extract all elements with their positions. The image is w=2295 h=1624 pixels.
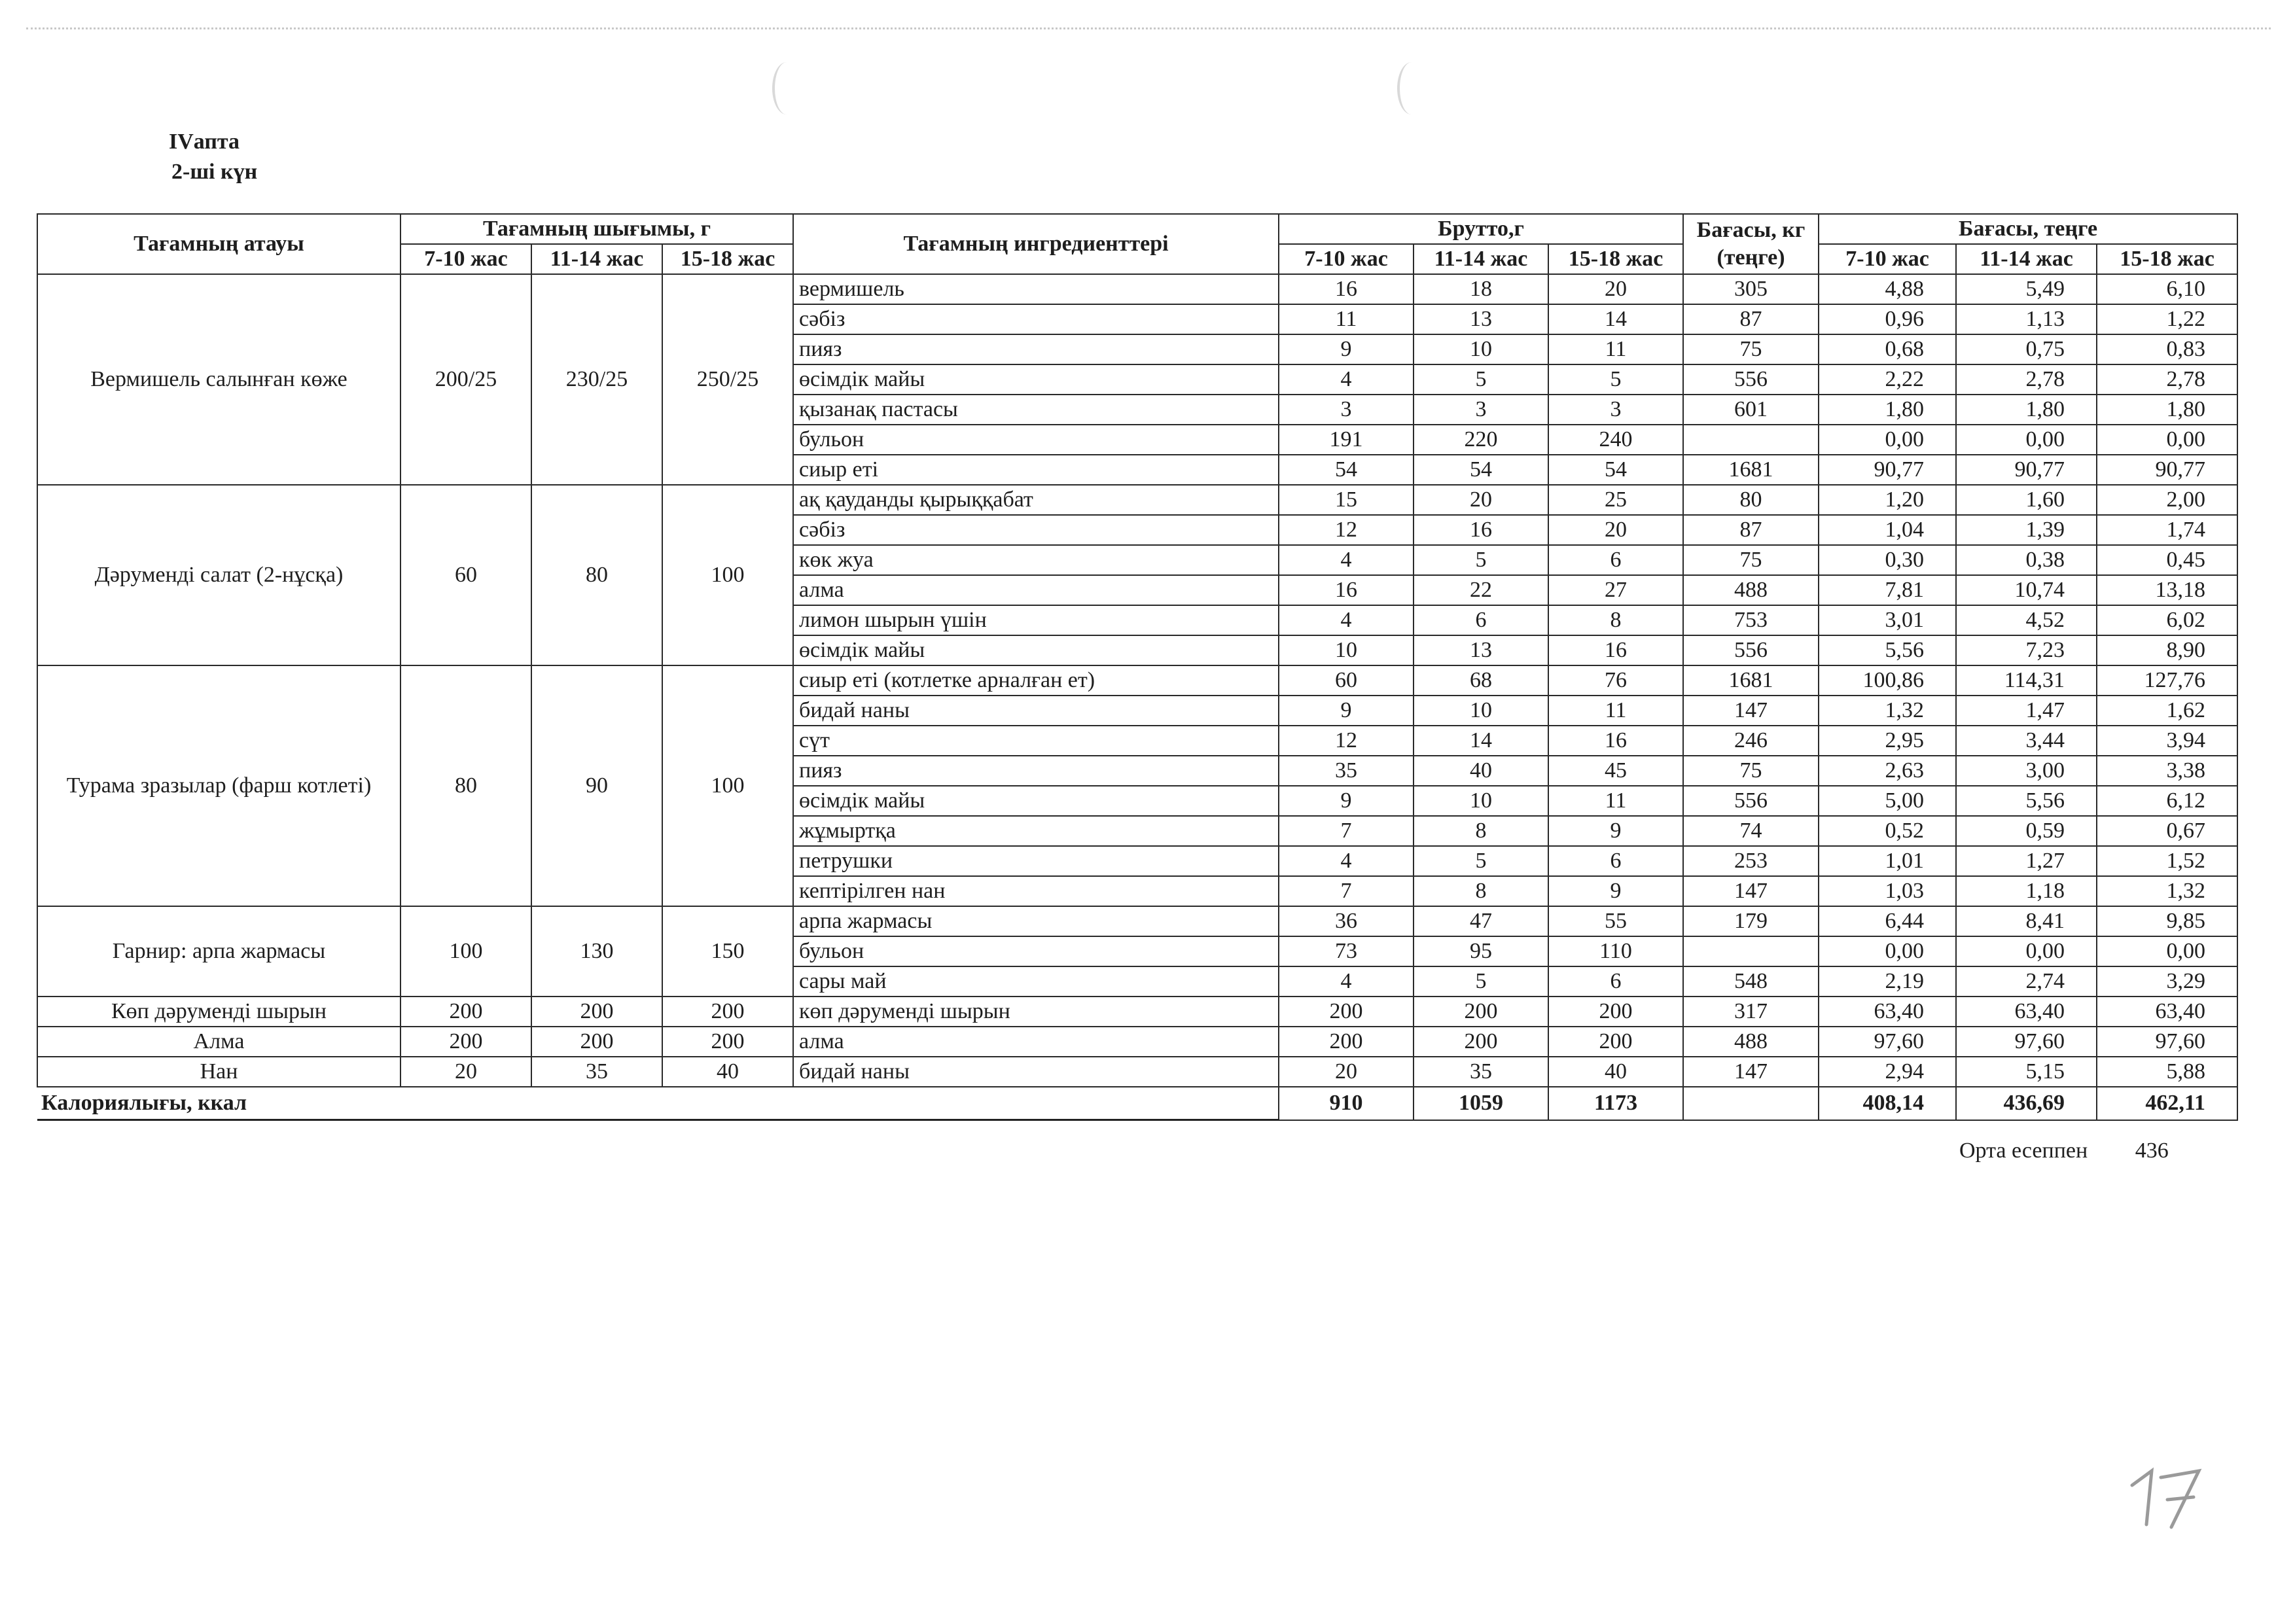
brutto-value: 8 [1414,816,1548,846]
price-value: 1,04 [1819,515,1956,545]
brutto-value: 25 [1548,485,1683,515]
price-value: 0,00 [1819,425,1956,455]
price-value: 5,49 [1956,274,2097,304]
brutto-value: 200 [1414,997,1548,1027]
brutto-value: 4 [1279,545,1414,575]
day-label: 2-ші күн [171,160,258,184]
table-totals [37,1087,2237,1120]
price-per-kg: 147 [1683,876,1819,906]
price-per-kg: 253 [1683,846,1819,876]
ingredient-name: көк жуа [793,545,1279,575]
brutto-value: 8 [1414,876,1548,906]
price-value: 1,32 [1819,696,1956,726]
price-value: 2,22 [1819,364,1956,395]
price-value: 7,23 [1956,635,2097,665]
brutto-value: 20 [1548,274,1683,304]
price-per-kg: 1681 [1683,665,1819,696]
ingredient-name: сары май [793,966,1279,997]
table-row [37,665,2237,696]
table-row [37,1057,2237,1087]
brutto-value: 200 [1548,1027,1683,1057]
brutto-value: 11 [1279,304,1414,334]
ingredient-name: қызанақ пастасы [793,395,1279,425]
price-value: 0,00 [2097,425,2237,455]
header-age: 15-18 жас [2097,244,2237,274]
price-per-kg: 87 [1683,304,1819,334]
price-value: 114,31 [1956,665,2097,696]
handwritten-page-number [2120,1459,2212,1531]
price-value: 2,78 [2097,364,2237,395]
price-per-kg: 1681 [1683,455,1819,485]
brutto-value: 200 [1414,1027,1548,1057]
dish-output: 200 [400,997,531,1027]
price-value: 1,80 [1956,395,2097,425]
ingredient-name: сәбіз [793,304,1279,334]
price-value: 90,77 [2097,455,2237,485]
total-brutto: 1059 [1414,1087,1548,1120]
ingredient-name: пияз [793,334,1279,364]
ingredient-name: сиыр еті [793,455,1279,485]
price-value: 0,75 [1956,334,2097,364]
ingredient-name: алма [793,575,1279,605]
price-value: 0,83 [2097,334,2237,364]
price-value: 1,22 [2097,304,2237,334]
brutto-value: 16 [1279,274,1414,304]
brutto-value: 7 [1279,816,1414,846]
dish-name: Алма [37,1027,400,1057]
brutto-value: 6 [1548,846,1683,876]
brutto-value: 20 [1414,485,1548,515]
brutto-value: 20 [1279,1057,1414,1087]
scan-artifact-line [26,27,2271,29]
price-value: 7,81 [1819,575,1956,605]
brutto-value: 4 [1279,846,1414,876]
total-price: 436,69 [1956,1087,2097,1120]
ingredient-name: пияз [793,756,1279,786]
price-value: 4,88 [1819,274,1956,304]
dish-name: Турама зразылар (фарш котлеті) [37,665,400,906]
header-age: 15-18 жас [662,244,793,274]
brutto-value: 54 [1414,455,1548,485]
header-age: 11-14 жас [1956,244,2097,274]
brutto-value: 4 [1279,966,1414,997]
header-age: 7-10 жас [1279,244,1414,274]
price-value: 6,10 [2097,274,2237,304]
brutto-value: 11 [1548,786,1683,816]
price-value: 2,19 [1819,966,1956,997]
price-value: 1,01 [1819,846,1956,876]
price-value: 3,94 [2097,726,2237,756]
ingredient-name: өсімдік майы [793,635,1279,665]
table-row [37,274,2237,304]
price-value: 1,80 [1819,395,1956,425]
brutto-value: 200 [1279,997,1414,1027]
table-header [37,214,2237,274]
brutto-value: 22 [1414,575,1548,605]
price-per-kg: 75 [1683,334,1819,364]
dish-output: 200 [662,997,793,1027]
header-age: 15-18 жас [1548,244,1683,274]
price-value: 5,88 [2097,1057,2237,1087]
price-per-kg: 556 [1683,786,1819,816]
price-value: 97,60 [2097,1027,2237,1057]
dish-output: 20 [400,1057,531,1087]
brutto-value: 10 [1414,786,1548,816]
header-age: 7-10 жас [400,244,531,274]
dish-output: 80 [531,485,662,665]
total-brutto: 910 [1279,1087,1414,1120]
price-value: 3,44 [1956,726,2097,756]
price-value: 1,03 [1819,876,1956,906]
brutto-value: 73 [1279,936,1414,966]
price-per-kg: 80 [1683,485,1819,515]
price-per-kg: 548 [1683,966,1819,997]
price-value: 8,41 [1956,906,2097,936]
total-price: 408,14 [1819,1087,1956,1120]
price-value: 0,67 [2097,816,2237,846]
price-value: 1,18 [1956,876,2097,906]
header-age: 11-14 жас [1414,244,1548,274]
price-value: 3,38 [2097,756,2237,786]
brutto-value: 10 [1279,635,1414,665]
brutto-value: 11 [1548,334,1683,364]
price-per-kg: 305 [1683,274,1819,304]
total-price: 462,11 [2097,1087,2237,1120]
header-price: Бағасы, теңге [1819,214,2237,244]
ingredient-name: сиыр еті (котлетке арналған ет) [793,665,1279,696]
price-value: 2,63 [1819,756,1956,786]
brutto-value: 5 [1414,545,1548,575]
price-value: 3,00 [1956,756,2097,786]
dish-output: 130 [531,906,662,997]
average-line [1959,1139,2169,1163]
brutto-value: 5 [1548,364,1683,395]
price-value: 8,90 [2097,635,2237,665]
price-value: 1,20 [1819,485,1956,515]
brutto-value: 3 [1548,395,1683,425]
price-value: 0,59 [1956,816,2097,846]
ingredient-name: лимон шырын үшін [793,605,1279,635]
price-value: 63,40 [1956,997,2097,1027]
price-value: 90,77 [1956,455,2097,485]
header-price-kg-label: Бағасы, кг [1696,218,1806,242]
price-value: 9,85 [2097,906,2237,936]
ingredient-name: бульон [793,425,1279,455]
price-per-kg [1683,936,1819,966]
price-value: 6,44 [1819,906,1956,936]
dish-name: Нан [37,1057,400,1087]
brutto-value: 11 [1548,696,1683,726]
price-per-kg: 147 [1683,696,1819,726]
brutto-value: 35 [1279,756,1414,786]
brutto-value: 54 [1548,455,1683,485]
header-age: 7-10 жас [1819,244,1956,274]
ingredient-name: бульон [793,936,1279,966]
dish-output: 150 [662,906,793,997]
header-dish-name: Тағамның атауы [37,214,400,274]
dish-output: 200 [400,1027,531,1057]
price-value: 0,00 [1956,425,2097,455]
price-per-kg: 317 [1683,997,1819,1027]
price-per-kg: 87 [1683,515,1819,545]
dish-output: 230/25 [531,274,662,485]
brutto-value: 16 [1548,726,1683,756]
brutto-value: 14 [1414,726,1548,756]
ingredient-name: алма [793,1027,1279,1057]
brutto-value: 5 [1414,966,1548,997]
price-value: 0,45 [2097,545,2237,575]
price-per-kg: 556 [1683,364,1819,395]
brutto-value: 35 [1414,1057,1548,1087]
ingredient-name: вермишель [793,274,1279,304]
price-value: 127,76 [2097,665,2237,696]
brutto-value: 9 [1548,816,1683,846]
brutto-value: 45 [1548,756,1683,786]
brutto-value: 13 [1414,304,1548,334]
dish-output: 200 [531,997,662,1027]
brutto-value: 5 [1414,364,1548,395]
brutto-value: 95 [1414,936,1548,966]
brutto-value: 3 [1279,395,1414,425]
price-per-kg: 556 [1683,635,1819,665]
brutto-value: 54 [1279,455,1414,485]
price-value: 0,96 [1819,304,1956,334]
ingredient-name: өсімдік майы [793,364,1279,395]
price-value: 5,00 [1819,786,1956,816]
brutto-value: 18 [1414,274,1548,304]
price-value: 100,86 [1819,665,1956,696]
dish-name: Вермишель салынған көже [37,274,400,485]
dish-output: 200 [531,1027,662,1057]
price-value: 63,40 [2097,997,2237,1027]
brutto-value: 15 [1279,485,1414,515]
brutto-value: 6 [1548,966,1683,997]
table-row [37,1027,2237,1057]
brutto-value: 76 [1548,665,1683,696]
brutto-value: 9 [1548,876,1683,906]
price-value: 97,60 [1819,1027,1956,1057]
price-per-kg: 488 [1683,1027,1819,1057]
brutto-value: 27 [1548,575,1683,605]
price-value: 1,32 [2097,876,2237,906]
dish-name: Дәруменді салат (2-нұсқа) [37,485,400,665]
ingredient-name: өсімдік майы [793,786,1279,816]
price-per-kg: 601 [1683,395,1819,425]
dish-output: 250/25 [662,274,793,485]
ingredient-name: бидай наны [793,696,1279,726]
price-per-kg: 753 [1683,605,1819,635]
price-value: 2,00 [2097,485,2237,515]
table-row [37,997,2237,1027]
brutto-value: 16 [1279,575,1414,605]
price-value: 6,02 [2097,605,2237,635]
brutto-value: 10 [1414,696,1548,726]
brutto-value: 40 [1414,756,1548,786]
dish-output: 200/25 [400,274,531,485]
brutto-value: 200 [1548,997,1683,1027]
table-body [37,274,2237,1087]
ingredient-name: петрушки [793,846,1279,876]
table-row [37,906,2237,936]
brutto-value: 55 [1548,906,1683,936]
menu-table [37,213,2238,1121]
price-per-kg [1683,425,1819,455]
price-value: 1,62 [2097,696,2237,726]
brutto-value: 4 [1279,364,1414,395]
total-price-kg-empty [1683,1087,1819,1120]
price-value: 2,95 [1819,726,1956,756]
price-value: 0,30 [1819,545,1956,575]
brutto-value: 10 [1414,334,1548,364]
price-value: 6,12 [2097,786,2237,816]
brutto-value: 4 [1279,605,1414,635]
price-value: 90,77 [1819,455,1956,485]
ingredient-name: арпа жармасы [793,906,1279,936]
dish-output: 100 [662,665,793,906]
brutto-value: 200 [1279,1027,1414,1057]
price-value: 1,47 [1956,696,2097,726]
price-value: 0,00 [2097,936,2237,966]
average-label: Орта есеппен [1959,1139,2088,1163]
header-price-kg-unit: (теңге) [1717,245,1785,270]
brutto-value: 68 [1414,665,1548,696]
dish-output: 60 [400,485,531,665]
dish-output: 100 [400,906,531,997]
average-value: 436 [2135,1139,2169,1163]
ingredient-name: ақ қауданды қырыққабат [793,485,1279,515]
price-value: 5,56 [1819,635,1956,665]
brutto-value: 110 [1548,936,1683,966]
dish-output: 80 [400,665,531,906]
price-value: 0,38 [1956,545,2097,575]
price-value: 2,74 [1956,966,2097,997]
week-label: IVапта [169,130,240,154]
punch-hole-mark [1397,62,1426,115]
ingredient-name: сәбіз [793,515,1279,545]
price-per-kg: 74 [1683,816,1819,846]
brutto-value: 9 [1279,334,1414,364]
price-per-kg: 179 [1683,906,1819,936]
brutto-value: 9 [1279,696,1414,726]
ingredient-name: бидай наны [793,1057,1279,1087]
price-value: 0,00 [1956,936,2097,966]
brutto-value: 12 [1279,726,1414,756]
price-value: 1,52 [2097,846,2237,876]
brutto-value: 3 [1414,395,1548,425]
price-value: 2,78 [1956,364,2097,395]
price-value: 1,60 [1956,485,2097,515]
brutto-value: 12 [1279,515,1414,545]
ingredient-name: кептірілген нан [793,876,1279,906]
brutto-value: 14 [1548,304,1683,334]
brutto-value: 60 [1279,665,1414,696]
brutto-value: 220 [1414,425,1548,455]
price-value: 0,68 [1819,334,1956,364]
brutto-value: 13 [1414,635,1548,665]
brutto-value: 9 [1279,786,1414,816]
brutto-value: 47 [1414,906,1548,936]
brutto-value: 8 [1548,605,1683,635]
price-value: 1,27 [1956,846,2097,876]
brutto-value: 6 [1414,605,1548,635]
price-per-kg: 75 [1683,756,1819,786]
price-value: 5,15 [1956,1057,2097,1087]
dish-name: Көп дәруменді шырын [37,997,400,1027]
price-per-kg: 246 [1683,726,1819,756]
price-value: 63,40 [1819,997,1956,1027]
price-value: 97,60 [1956,1027,2097,1057]
punch-hole-mark [772,62,801,115]
price-value: 0,52 [1819,816,1956,846]
dish-output: 90 [531,665,662,906]
price-value: 1,74 [2097,515,2237,545]
table-row [37,485,2237,515]
header-output: Тағамның шығымы, г [400,214,793,244]
dish-output: 100 [662,485,793,665]
brutto-value: 40 [1548,1057,1683,1087]
calories-label: Калориялығы, ккал [37,1087,1279,1120]
header-age: 11-14 жас [531,244,662,274]
total-brutto: 1173 [1548,1087,1683,1120]
header-brutto: Брутто,г [1279,214,1683,244]
price-value: 5,56 [1956,786,2097,816]
header-ingredients: Тағамның ингредиенттері [793,214,1279,274]
price-value: 10,74 [1956,575,2097,605]
brutto-value: 5 [1414,846,1548,876]
price-value: 13,18 [2097,575,2237,605]
ingredient-name: жұмыртқа [793,816,1279,846]
brutto-value: 36 [1279,906,1414,936]
brutto-value: 16 [1414,515,1548,545]
brutto-value: 6 [1548,545,1683,575]
header-price-kg [1683,214,1819,274]
price-per-kg: 75 [1683,545,1819,575]
price-value: 1,13 [1956,304,2097,334]
price-value: 3,29 [2097,966,2237,997]
price-per-kg: 488 [1683,575,1819,605]
price-value: 4,52 [1956,605,2097,635]
brutto-value: 191 [1279,425,1414,455]
dish-output: 35 [531,1057,662,1087]
totals-row [37,1087,2237,1120]
dish-output: 200 [662,1027,793,1057]
brutto-value: 20 [1548,515,1683,545]
ingredient-name: сүт [793,726,1279,756]
price-per-kg: 147 [1683,1057,1819,1087]
price-value: 0,00 [1819,936,1956,966]
brutto-value: 16 [1548,635,1683,665]
price-value: 1,39 [1956,515,2097,545]
brutto-value: 7 [1279,876,1414,906]
brutto-value: 240 [1548,425,1683,455]
ingredient-name: көп дәруменді шырын [793,997,1279,1027]
price-value: 1,80 [2097,395,2237,425]
price-value: 3,01 [1819,605,1956,635]
dish-output: 40 [662,1057,793,1087]
dish-name: Гарнир: арпа жармасы [37,906,400,997]
price-value: 2,94 [1819,1057,1956,1087]
